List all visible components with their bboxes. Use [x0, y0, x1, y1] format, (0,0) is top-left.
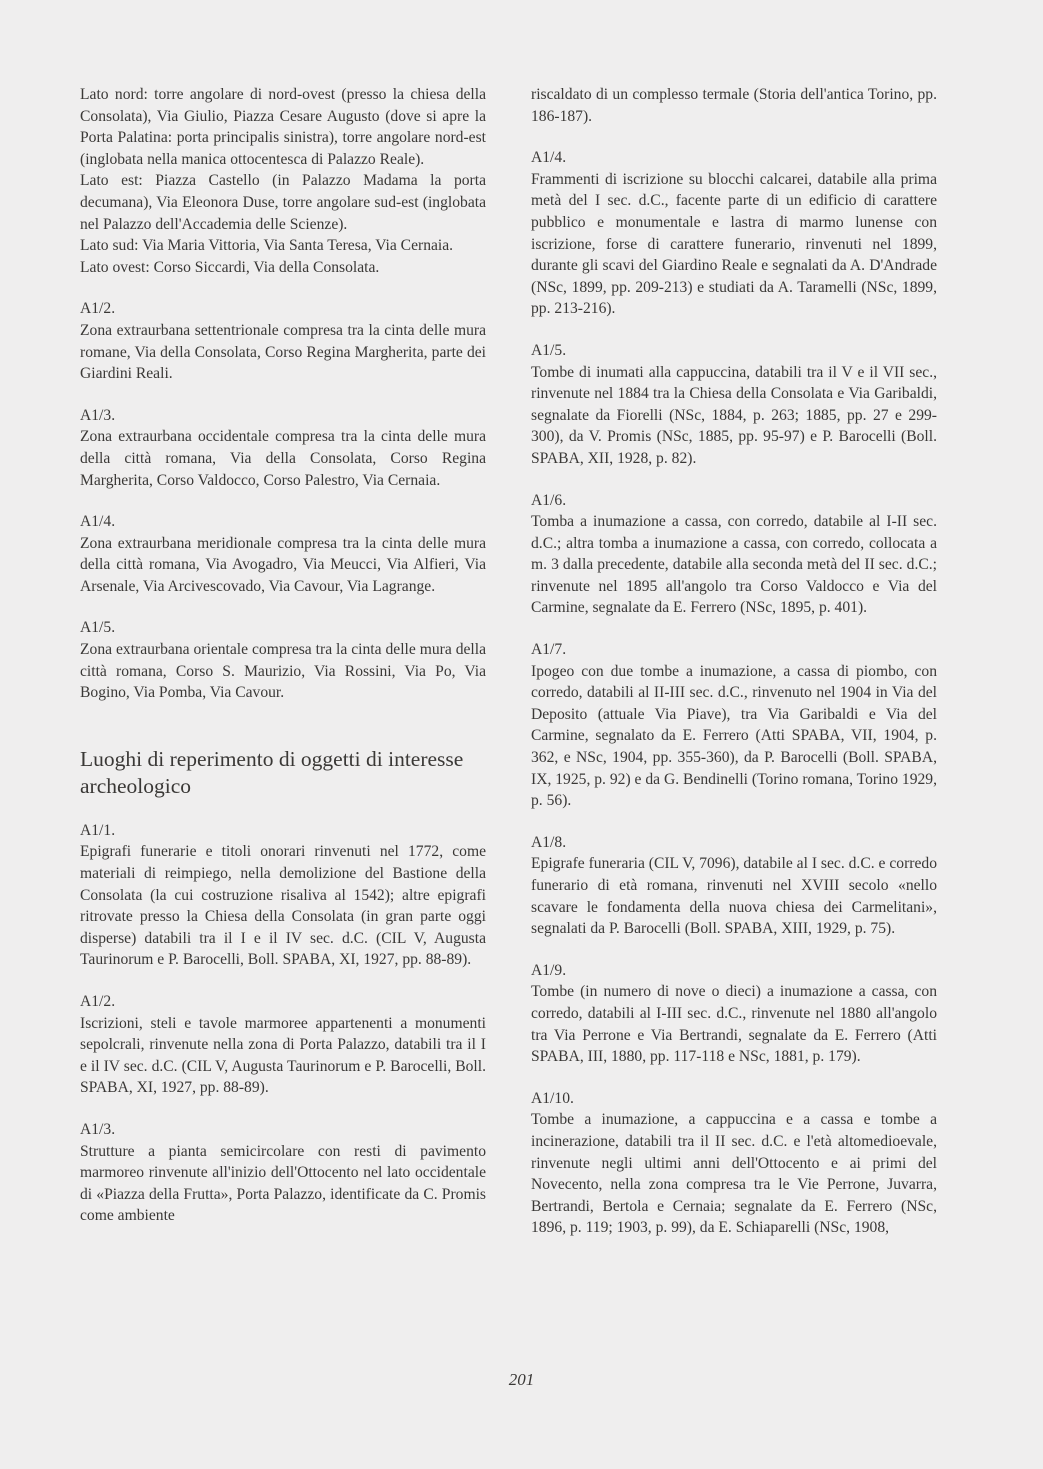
entry-text: Tomba a inumazione a cassa, con corredo, databile al I-II sec. d.C.; altra tomba a inumazione a cassa, con corredo, collocata a m. 3 dalla precedente, databile alla seconda metà del II sec. d.C.; rinvenute nel 1895 all'angolo tra Corso Valdocco e Via del Carmine, segnalate da E. Ferrero (NSc, 1895, p. 401).: [531, 513, 937, 617]
entry-label: A1/2.: [80, 993, 116, 1010]
continuation-text: riscaldato di un complesso termale (Storia dell'antica Torino, pp. 186-187).: [531, 86, 937, 125]
entry-label: A1/9.: [531, 961, 567, 979]
left-column: [80, 84, 486, 1247]
entry-text: Epigrafi funerarie e titoli onorari rinvenuti nel 1772, come materiali di reimpiego, nella demolizione del Bastione della Consolata (la cui costruzione risaliva al 1542); altre epigrafi ritrovate presso la Chiesa della Consolata (in gran parte oggi disperse) databili tra il I e il IV sec. d.C. (CIL V, Augusta Taurinorum e P. Barocelli, Boll. SPABA, XI, 1927, pp. 88-89).: [80, 843, 486, 969]
entry-text: Zona extraurbana settentrionale compresa tra la cinta delle mura romane, Via della Consolata, Corso Regina Margherita, parte dei Giardini Reali.: [80, 321, 486, 383]
find-entry: [531, 147, 937, 320]
entry-label: A1/10.: [531, 1089, 574, 1107]
entry-text: Zona extraurbana meridionale compresa tra la cinta delle mura della città romana, Via Avogadro, Via Meucci, Via Alfieri, Via Arsenale, Via Arcivescovado, Via Cavour, Via Lagrange.: [80, 534, 486, 595]
entry-text: Strutture a pianta semicircolare con resti di pavimento marmoreo rinvenute all'inizio dell'Ottocento nel lato occidentale di «Piazza della Frutta», Porta Palazzo, identificate da C. Promis come ambiente: [80, 1142, 486, 1225]
entry-label: A1/1.: [80, 821, 116, 839]
entry-label: A1/5.: [80, 619, 116, 637]
page-number: 201: [508, 1370, 535, 1389]
find-entry: [80, 1119, 486, 1227]
entry-text: Iscrizioni, steli e tavole marmoree appartenenti a monumenti sepolcrali, rinvenute nella zona di Porta Palazzo, databili tra il I e il IV sec. d.C. (CIL V, Augusta Taurinorum e P. Barocelli, Boll. SPABA, XI, 1927, pp. 88-89).: [80, 1014, 486, 1097]
perimeter-south: Lato sud: Via Maria Vittoria, Via Santa Teresa, Via Cernaia.: [80, 237, 454, 255]
entry-text: Epigrafe funeraria (CIL V, 7096), databile al I sec. d.C. e corredo funerario di età romana, rinvenuti nel XVIII secolo «nello scavare le fondamenta della nuova chiesa dei Carmelitani», segnalati da P. Barocelli (Boll. SPABA, XIII, 1929, p. 75).: [531, 855, 937, 938]
entry-text: Tombe (in numero di nove o dieci) a inumazione a cassa, con corredo, databili al I-III sec. d.C., rinvenute nel 1880 all'angolo tra Via Perrone e Via Bertrandi, segnalate da E. Ferrero (Atti SPABA, III, 1880, pp. 117-118 e NSc, 1881, p. 179).: [531, 983, 937, 1066]
zone-entry: [80, 511, 486, 597]
find-entry: [80, 820, 486, 971]
perimeter-block: [80, 84, 486, 278]
find-entry: [531, 1088, 937, 1239]
right-column: [531, 84, 937, 1259]
section-heading: Luoghi di reperimento di oggetti di interesse archeologico: [80, 746, 464, 798]
entry-label: A1/7.: [531, 641, 567, 659]
entry-text: Zona extraurbana orientale compresa tra la cinta delle mura della città romana, Corso S. Maurizio, Via Rossini, Via Po, Via Bogino, Via Pomba, Via Cavour.: [80, 641, 486, 702]
entry-label: A1/4.: [80, 513, 116, 531]
find-entry: [80, 991, 486, 1099]
entry-label: A1/4.: [531, 149, 567, 167]
entry-text: Tombe a inumazione, a cappuccina e a cassa e tombe a incinerazione, databili tra il II sec. d.C. e l'età altomedioevale, rinvenute negli ultimi anni dell'Ottocento e ai primi del Novecento, nella zona compresa tra le Vie Perrone, Juvarra, Bertrandi, Bertola e Cernaia; segnalate da E. Ferrero (NSc, 1896, p. 119; 1903, p. 99), da E. Schiaparelli (NSc, 1908,: [531, 1111, 937, 1237]
perimeter-north: Lato nord: torre angolare di nord-ovest (presso la chiesa della Consolata), Via Giulio, Piazza Cesare Augusto (dove si apre la Porta Palatina: porta principalis sinistra), torre angolare nord-est (inglobata nella manica ottocentesca di Palazzo Reale).: [80, 86, 486, 168]
entry-label: A1/6.: [531, 491, 567, 509]
find-entry: [531, 340, 937, 470]
entry-label: A1/3.: [80, 1120, 116, 1138]
find-entry: [531, 832, 937, 940]
entry-label: A1/2.: [80, 300, 116, 318]
zone-entry: [80, 298, 486, 384]
entry-text: Tombe di inumati alla cappuccina, databili tra il V e il VII sec., rinvenute nel 1884 tra la Chiesa della Consolata e Via Garibaldi, segnalate da Fiorelli (NSc, 1884, p. 263; 1885, pp. 27 e 299-300), da V. Promis (NSc, 1885, pp. 95-97) e P. Barocelli (Boll. SPABA, XII, 1928, p. 82).: [531, 363, 937, 467]
perimeter-west: Lato ovest: Corso Siccardi, Via della Consolata.: [80, 258, 380, 276]
entry-text: Frammenti di iscrizione su blocchi calcarei, databile alla prima metà del I sec. d.C., facente parte di un edificio di carattere pubblico e monumentale e lastra di marmo lunense con iscrizione, forse di carattere funerario, rinvenuti nel 1899, durante gli scavi del Giardino Reale e segnalati da A. D'Andrade (NSc, 1899, pp. 209-213) e studiati da A. Taramelli (NSc, 1899, pp. 213-216).: [531, 170, 937, 318]
entry-label: A1/8.: [531, 833, 567, 851]
find-entry: [531, 960, 937, 1068]
entry-label: A1/5.: [531, 341, 567, 359]
entry-text: Ipogeo con due tombe a inumazione, a cassa di piombo, con corredo, databili al II-III sec. d.C., rinvenuto nel 1904 in Via del Deposito (attuale Via Piave), tra Via Garibaldi e Via del Carmine, segnalato da E. Ferrero (Atti SPABA, VII, 1904, p. 362, e NSc, 1904, pp. 355-360), da P. Barocelli (Boll. SPABA, IX, 1925, p. 92) e da G. Bendinelli (Torino romana, Torino 1929, p. 56).: [531, 662, 937, 810]
find-entry: [531, 639, 937, 812]
find-entry: [531, 490, 937, 620]
perimeter-east: Lato est: Piazza Castello (in Palazzo Madama la porta decumana), Via Eleonora Duse, torre angolare sud-est (inglobata nel Palazzo dell'Accademia delle Scienze).: [80, 172, 486, 233]
entry-label: A1/3.: [80, 406, 116, 424]
entry-text: Zona extraurbana occidentale compresa tra la cinta delle mura della città romana, Via della Consolata, Corso Regina Margherita, Corso Valdocco, Corso Palestro, Via Cernaia.: [80, 428, 486, 489]
zone-entry: [80, 405, 486, 491]
continuation-block: [531, 84, 937, 127]
zone-entry: [80, 617, 486, 703]
